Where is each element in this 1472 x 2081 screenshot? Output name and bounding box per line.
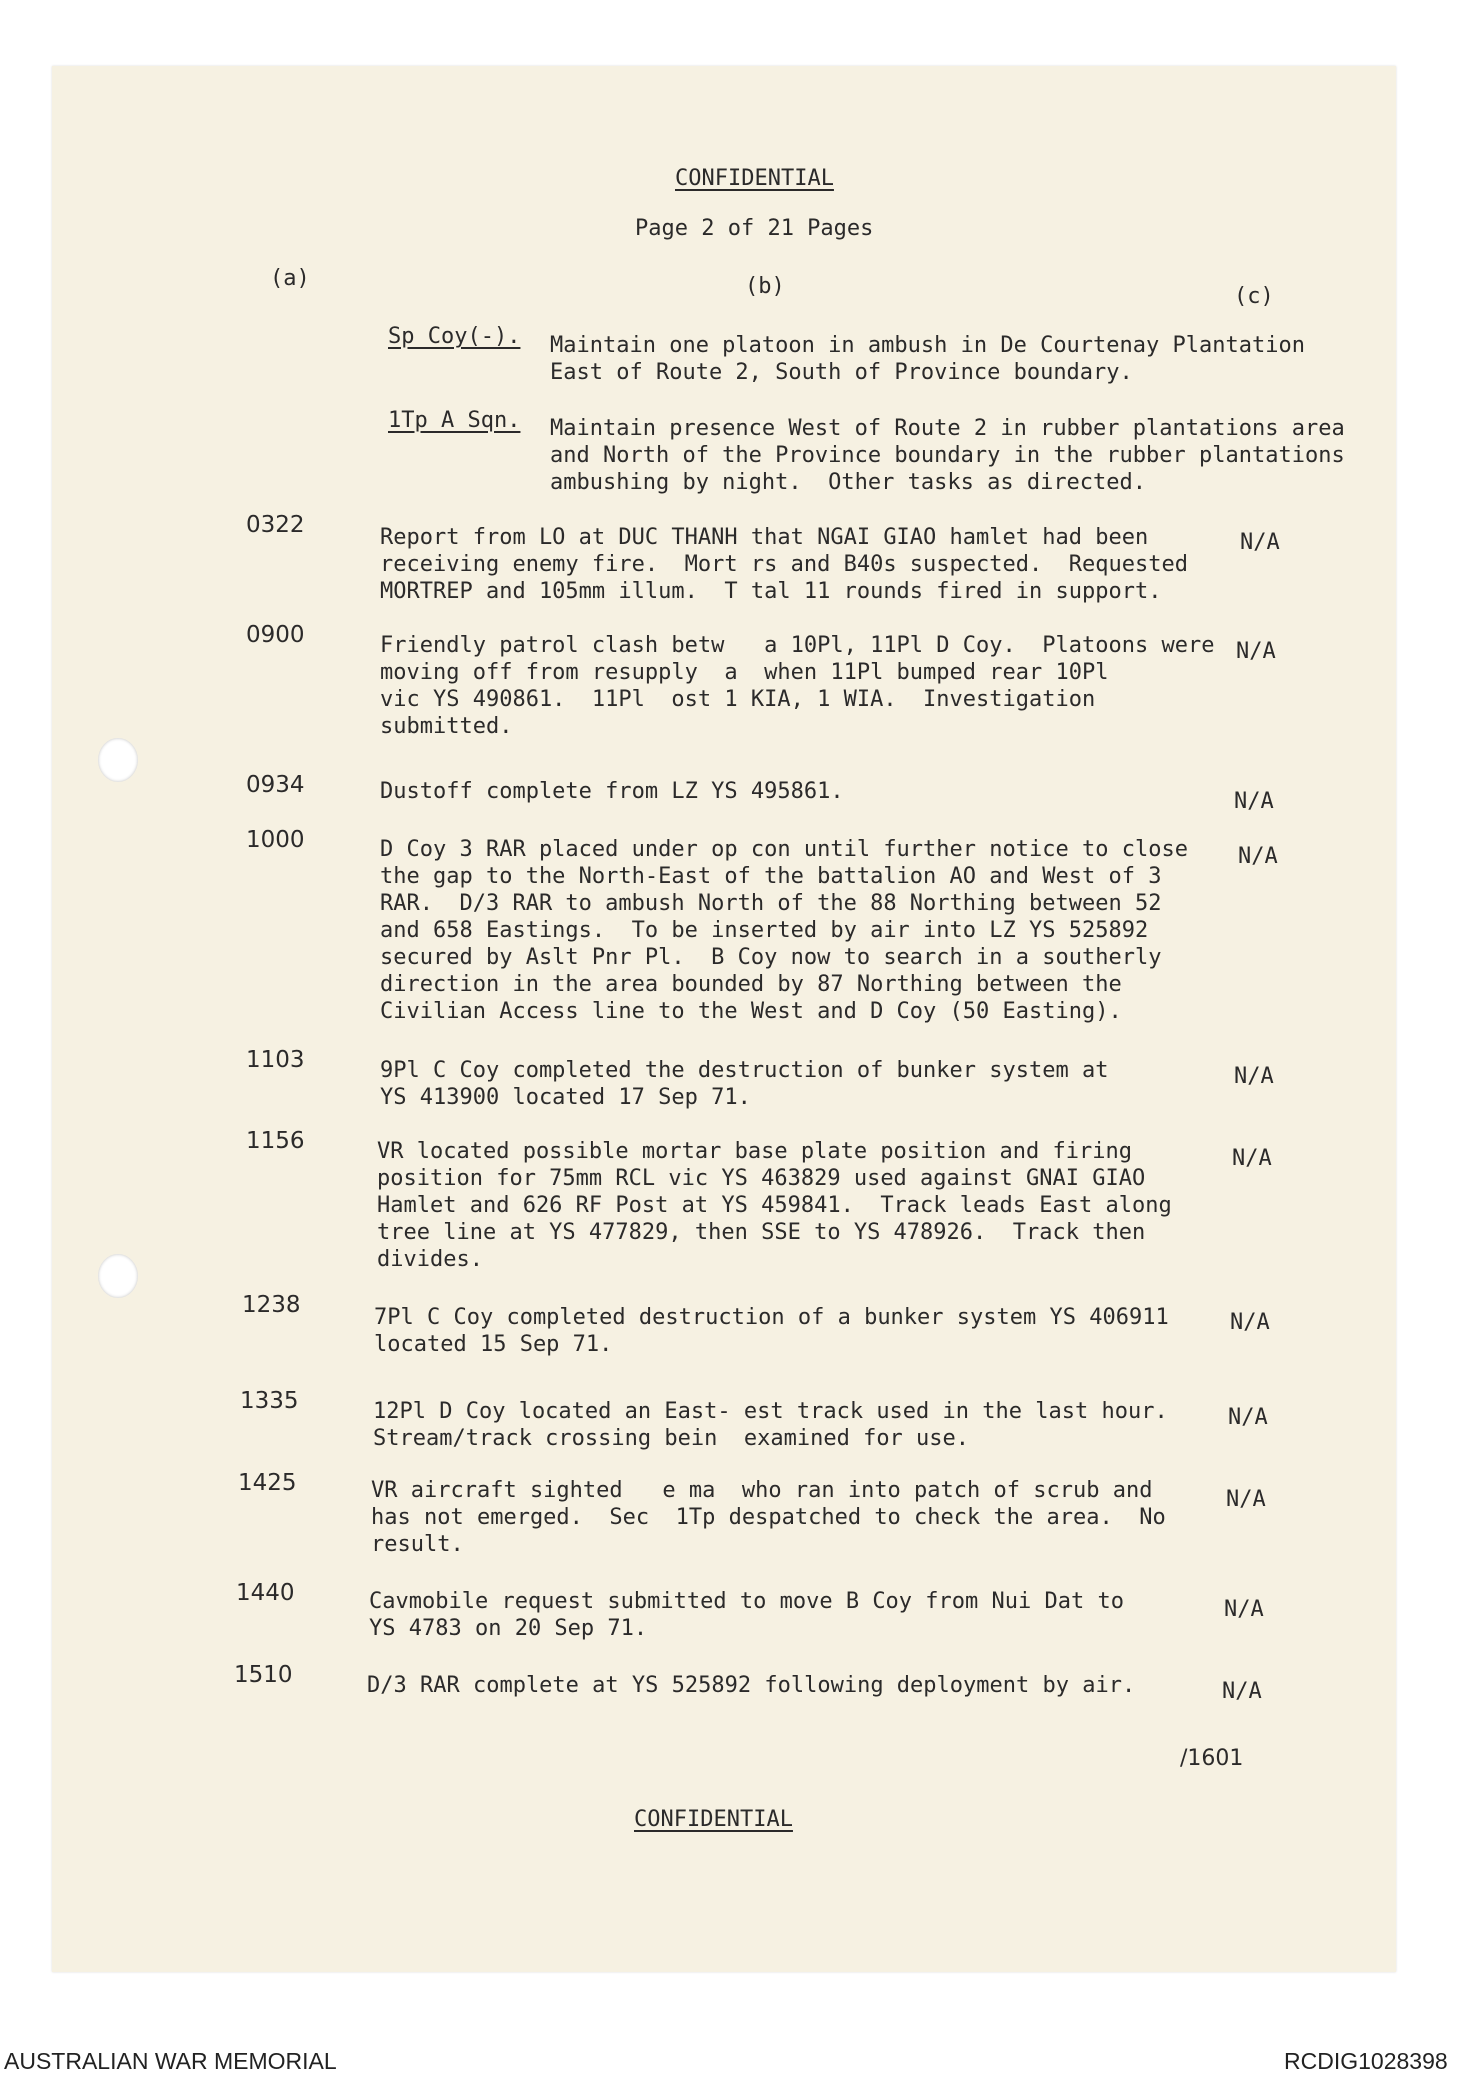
entry-time: 1425 (238, 1470, 297, 1496)
entry-time: 1000 (246, 827, 305, 853)
entry-text: 9Pl C Coy completed the destruction of bunker system at YS 413900 located 17 Sep 71. (380, 1058, 1109, 1110)
entry-ref: N/A (1230, 1310, 1270, 1335)
sub-entry-text: Maintain presence West of Route 2 in rubber plantations area and North of the Province boundary in the rubber plantations ambushing by night. Other tasks as directed. (550, 416, 1345, 495)
entry-text: 12Pl D Coy located an East- est track used in the last hour. Stream/track crossing bein examined for use. (373, 1399, 1168, 1451)
sub-entry-unit: 1Tp A Sqn. (388, 408, 521, 433)
sub-entry-unit: Sp Coy(-). (388, 324, 521, 349)
entry-ref: N/A (1234, 789, 1274, 814)
punch-hole (98, 1254, 138, 1298)
entry-ref: N/A (1234, 1064, 1274, 1089)
entry-text: Cavmobile request submitted to move B Coy from Nui Dat to YS 4783 on 20 Sep 71. (369, 1589, 1124, 1641)
continuation-marker: /1601 (1180, 1746, 1244, 1771)
header-classification: CONFIDENTIAL (675, 166, 834, 191)
entry-time: 1335 (240, 1388, 299, 1414)
entry-text: Report from LO at DUC THANH that NGAI GIAO hamlet had been receiving enemy fire. Mort rs and B40s suspected. Requested MORTREP and 105mm illum. T tal 11 rounds fired in support. (380, 525, 1188, 604)
entry-ref: N/A (1238, 844, 1278, 869)
entry-time: 0900 (246, 622, 305, 648)
entry-text: VR aircraft sighted e ma who ran into patch of scrub and has not emerged. Sec 1Tp despatched to check the area. No result. (371, 1478, 1166, 1557)
archive-footer-left: AUSTRALIAN WAR MEMORIAL (4, 2048, 337, 2074)
entry-ref: N/A (1228, 1405, 1268, 1430)
sub-entry-text: Maintain one platoon in ambush in De Courtenay Plantation East of Route 2, South of Province boundary. (550, 333, 1305, 385)
entry-time: 1440 (236, 1580, 295, 1606)
entry-ref: N/A (1240, 530, 1280, 555)
entry-ref: N/A (1232, 1146, 1272, 1171)
entry-text: Friendly patrol clash betw a 10Pl, 11Pl D Coy. Platoons were moving off from resupply a when 11Pl bumped rear 10Pl vic YS 490861. 11Pl ost 1 KIA, 1 WIA. Investigation submitted. (380, 633, 1215, 739)
column-a-label: (a) (270, 266, 310, 291)
entry-time: 0934 (246, 772, 305, 798)
entry-text: D/3 RAR complete at YS 525892 following deployment by air. (367, 1673, 1136, 1698)
entry-time: 1103 (246, 1047, 305, 1073)
entry-time: 1156 (246, 1128, 305, 1154)
entry-time: 1510 (234, 1662, 293, 1688)
entry-ref: N/A (1236, 639, 1276, 664)
entry-time: 0322 (246, 512, 305, 538)
entry-text: 7Pl C Coy completed destruction of a bunker system YS 406911 located 15 Sep 71. (374, 1305, 1169, 1357)
entry-ref: N/A (1222, 1679, 1262, 1704)
entry-text: Dustoff complete from LZ YS 495861. (380, 779, 844, 804)
footer-classification: CONFIDENTIAL (634, 1807, 793, 1832)
entry-text: D Coy 3 RAR placed under op con until further notice to close the gap to the North-East of the battalion AO and West of 3 RAR. D/3 RAR to ambush North of the 88 Northing between 52 and 658 Eastings. To be inserted by air into LZ YS 525892 secured by Aslt Pnr Pl. B Coy now to search in a southerly direction in the area bounded by 87 Northing between the Civilian Access line to the West and D Coy (50 Easting). (380, 837, 1188, 1024)
punch-hole (98, 738, 138, 782)
entry-ref: N/A (1226, 1487, 1266, 1512)
column-b-label: (b) (745, 274, 785, 299)
archive-footer-right: RCDIG1028398 (1284, 2048, 1448, 2074)
entry-ref: N/A (1224, 1597, 1264, 1622)
column-c-label: (c) (1234, 284, 1274, 309)
page-label: Page 2 of 21 Pages (635, 216, 874, 241)
entry-text: VR located possible mortar base plate position and firing position for 75mm RCL vic YS 463829 used against GNAI GIAO Hamlet and 626 RF Post at YS 459841. Track leads East along tree line at YS 477829, then SSE to YS 478926. Track then divides. (377, 1139, 1172, 1272)
entry-time: 1238 (242, 1292, 301, 1318)
